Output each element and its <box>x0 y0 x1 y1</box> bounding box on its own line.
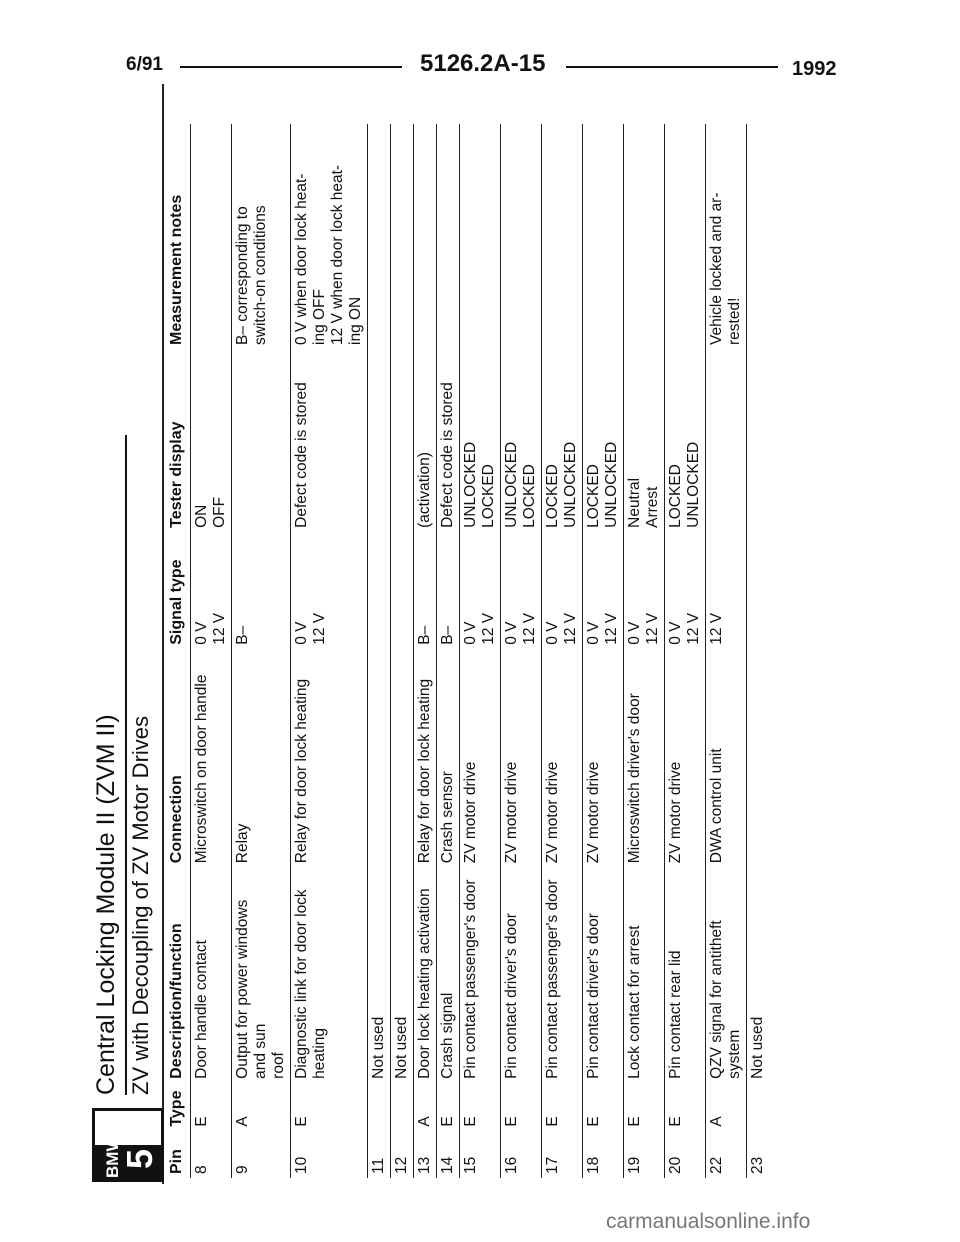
signal-type-cell-line: 12 V <box>562 612 579 645</box>
signal-type-cell-line: 12 V <box>685 612 702 645</box>
type-cell <box>391 1083 414 1131</box>
table-row <box>706 124 747 1178</box>
measurement-notes-cell <box>583 124 624 349</box>
description-cell <box>460 867 501 1083</box>
description-cell <box>414 867 437 1083</box>
signal-type-cell <box>665 532 706 649</box>
measurement-notes-cell <box>414 124 437 349</box>
description-cell <box>232 867 291 1083</box>
header-rule-right <box>566 66 778 68</box>
tester-display-cell-line: Defect code is stored <box>439 382 456 528</box>
watermark: carmanualsonline.info <box>606 1210 811 1233</box>
table-row <box>501 124 542 1178</box>
tester-display-cell-line: OFF <box>211 496 228 528</box>
connection-cell-line: Relay for door lock heating <box>416 678 433 864</box>
tester-display-cell <box>542 349 583 532</box>
tester-display-cell-line: LOCKED <box>480 464 497 528</box>
description-cell <box>747 867 770 1083</box>
title-underline <box>125 435 127 1095</box>
connection-cell-line: ZV motor drive <box>544 761 561 864</box>
tester-display-cell-line: LOCKED <box>521 464 538 528</box>
signal-type-cell-line: B– <box>416 625 433 645</box>
signal-type-cell <box>747 532 770 649</box>
col-header-connection: Connection <box>168 775 185 864</box>
signal-type-cell-line: 12 V <box>311 612 328 645</box>
table-row <box>414 124 437 1178</box>
signal-type-cell-line: 12 V <box>644 612 661 645</box>
description-cell <box>624 867 665 1083</box>
connection-cell-line: ZV motor drive <box>667 761 684 864</box>
signal-type-cell <box>706 532 747 649</box>
description-cell-line: Lock contact for arrest <box>626 925 643 1079</box>
tester-display-cell <box>624 349 665 532</box>
tester-display-cell-line: UNLOCKED <box>685 441 702 528</box>
tester-display-cell-line: UNLOCKED <box>562 441 579 528</box>
col-header-type: Type <box>168 1090 185 1127</box>
connection-cell <box>437 649 460 867</box>
signal-type-cell <box>191 532 232 649</box>
description-cell-line: roof <box>270 1052 287 1079</box>
signal-type-cell-line: 0 V <box>193 621 210 645</box>
col-header-measurement-notes: Measurement notes <box>168 194 185 345</box>
page-date: 6/91 <box>126 54 163 75</box>
description-cell-line: QZV signal for antitheft system <box>708 920 743 1079</box>
connection-cell <box>583 649 624 867</box>
description-cell-line: Pin contact rear lid <box>667 950 684 1079</box>
connection-cell <box>665 649 706 867</box>
measurement-notes-cell-line: B– corresponding to <box>234 206 251 345</box>
pin-cell: 18 <box>583 1131 624 1178</box>
type-cell: A <box>706 1083 747 1131</box>
tester-display-cell-line: UNLOCKED <box>462 441 479 528</box>
connection-cell-line: Relay <box>234 823 251 864</box>
tester-display-cell-line: ON <box>193 504 210 528</box>
pin-cell: 22 <box>706 1131 747 1178</box>
description-cell <box>542 867 583 1083</box>
signal-type-cell-line: B– <box>439 625 456 645</box>
tester-display-cell-line: (activation) <box>416 452 433 528</box>
tester-display-cell-line: LOCKED <box>544 464 561 528</box>
measurement-notes-cell-line: 12 V when door lock heat- <box>329 164 346 345</box>
tester-display-cell <box>191 349 232 532</box>
tester-display-cell <box>414 349 437 532</box>
measurement-notes-cell <box>368 124 391 349</box>
signal-type-cell-line: 12 V <box>480 612 497 645</box>
table-header-row <box>166 124 191 1178</box>
tester-display-cell <box>583 349 624 532</box>
pin-cell: 13 <box>414 1131 437 1178</box>
badge-series: 5 <box>119 1148 160 1169</box>
pin-cell: 14 <box>437 1131 460 1178</box>
connection-cell <box>624 649 665 867</box>
signal-type-cell <box>624 532 665 649</box>
signal-type-cell <box>501 532 542 649</box>
connection-cell <box>368 649 391 867</box>
type-cell: A <box>414 1083 437 1131</box>
signal-type-cell <box>542 532 583 649</box>
measurement-notes-cell <box>391 124 414 349</box>
description-cell <box>391 867 414 1083</box>
connection-cell <box>706 649 747 867</box>
table-row <box>624 124 665 1178</box>
measurement-notes-cell-line: 0 V when door lock heat- <box>293 173 310 345</box>
connection-cell <box>414 649 437 867</box>
signal-type-cell <box>232 532 291 649</box>
table-row <box>747 124 770 1178</box>
pin-table <box>166 124 769 1178</box>
measurement-notes-cell-line: ing OFF <box>311 289 328 345</box>
col-header-description: Description/function <box>168 923 185 1079</box>
connection-cell <box>291 649 368 867</box>
header-rule-left <box>180 66 402 68</box>
pin-cell: 15 <box>460 1131 501 1178</box>
pin-cell: 20 <box>665 1131 706 1178</box>
tester-display-cell <box>665 349 706 532</box>
signal-type-cell <box>437 532 460 649</box>
table-row <box>391 124 414 1178</box>
document-code: 5126.2A-15 <box>420 50 546 77</box>
type-cell: E <box>624 1083 665 1131</box>
signal-type-cell-line: 12 V <box>211 612 228 645</box>
type-cell: E <box>437 1083 460 1131</box>
connection-cell <box>747 649 770 867</box>
col-header-tester-display: Tester display <box>168 421 185 528</box>
measurement-notes-cell <box>624 124 665 349</box>
signal-type-cell-line: 0 V <box>293 621 310 645</box>
pin-cell: 8 <box>191 1131 232 1178</box>
measurement-notes-cell <box>501 124 542 349</box>
type-cell: E <box>542 1083 583 1131</box>
table-body <box>191 124 770 1178</box>
tester-display-cell <box>232 349 291 532</box>
measurement-notes-cell <box>706 124 747 349</box>
tester-display-cell <box>437 349 460 532</box>
signal-type-cell <box>391 532 414 649</box>
pin-cell: 17 <box>542 1131 583 1178</box>
tester-display-cell <box>460 349 501 532</box>
table-row <box>191 124 232 1178</box>
connection-cell-line: Microswitch driver's door <box>626 693 643 864</box>
tester-display-cell-line: LOCKED <box>667 464 684 528</box>
type-cell: E <box>291 1083 368 1131</box>
description-cell-line: Door lock heating activation <box>416 888 433 1079</box>
connection-cell <box>191 649 232 867</box>
measurement-notes-cell <box>437 124 460 349</box>
measurement-notes-cell-line: Vehicle locked and ar- <box>708 192 725 345</box>
description-cell-line: Pin contact driver's door <box>585 913 602 1079</box>
col-header-pin: Pin <box>168 1149 185 1174</box>
signal-type-cell <box>368 532 391 649</box>
bmw-5-series-logo <box>92 1108 164 1182</box>
description-cell <box>501 867 542 1083</box>
measurement-notes-cell <box>542 124 583 349</box>
description-cell <box>583 867 624 1083</box>
pin-cell: 11 <box>368 1131 391 1178</box>
table-row <box>460 124 501 1178</box>
type-cell <box>368 1083 391 1131</box>
pin-cell: 16 <box>501 1131 542 1178</box>
tester-display-cell <box>501 349 542 532</box>
page-subtitle: ZV with Decoupling of ZV Motor Drives <box>128 715 153 1095</box>
table-row <box>583 124 624 1178</box>
connection-cell <box>232 649 291 867</box>
pin-cell: 23 <box>747 1131 770 1178</box>
measurement-notes-cell-line: switch-on conditions <box>252 205 269 345</box>
type-cell: E <box>460 1083 501 1131</box>
measurement-notes-cell-line: ing ON <box>347 296 364 345</box>
description-cell-line: Not used <box>370 1016 387 1079</box>
description-cell-line: Pin contact passenger's door <box>462 879 479 1079</box>
description-cell-line: Pin contact driver's door <box>503 913 520 1079</box>
connection-cell <box>391 649 414 867</box>
measurement-notes-cell <box>460 124 501 349</box>
page-title: Central Locking Module II (ZVM II) <box>92 714 120 1095</box>
pin-cell: 19 <box>624 1131 665 1178</box>
signal-type-cell-line: 12 V <box>603 612 620 645</box>
signal-type-cell-line: 0 V <box>503 621 520 645</box>
measurement-notes-cell <box>665 124 706 349</box>
tester-display-cell <box>368 349 391 532</box>
description-cell <box>368 867 391 1083</box>
description-cell-line: Pin contact passenger's door <box>544 879 561 1079</box>
description-cell-line: Crash signal <box>439 992 456 1079</box>
tester-display-cell <box>391 349 414 532</box>
measurement-notes-cell <box>232 124 291 349</box>
connection-cell-line: ZV motor drive <box>462 761 479 864</box>
table-row <box>437 124 460 1178</box>
table-row <box>232 124 291 1178</box>
rotated-page <box>0 100 766 1200</box>
connection-cell-line: Relay for door lock heating <box>293 678 310 864</box>
description-cell <box>665 867 706 1083</box>
type-cell: E <box>583 1083 624 1131</box>
tester-display-cell-line: UNLOCKED <box>503 441 520 528</box>
description-cell-line: Door handle contact <box>193 940 210 1079</box>
connection-cell-line: ZV motor drive <box>585 761 602 864</box>
signal-type-cell-line: B– <box>234 625 251 645</box>
tester-display-cell-line: Defect code is stored <box>293 382 310 528</box>
signal-type-cell-line: 0 V <box>585 621 602 645</box>
pin-cell: 10 <box>291 1131 368 1178</box>
model-year: 1992 <box>792 58 837 80</box>
tester-display-cell-line: Arrest <box>644 486 661 528</box>
signal-type-cell-line: 12 V <box>708 612 725 645</box>
type-cell <box>747 1083 770 1131</box>
tester-display-cell <box>747 349 770 532</box>
signal-type-cell <box>291 532 368 649</box>
signal-type-cell-line: 12 V <box>521 612 538 645</box>
connection-cell-line: Microswitch on door handle <box>193 674 210 864</box>
description-cell-line: Diagnostic link for door lock heating <box>293 889 328 1079</box>
measurement-notes-cell-line: rested! <box>726 297 743 345</box>
measurement-notes-cell <box>291 124 368 349</box>
description-cell-line: Not used <box>393 1016 410 1079</box>
connection-cell <box>460 649 501 867</box>
table-row <box>291 124 368 1178</box>
measurement-notes-cell <box>747 124 770 349</box>
tester-display-cell-line: LOCKED <box>585 464 602 528</box>
tester-display-cell <box>706 349 747 532</box>
type-cell: E <box>665 1083 706 1131</box>
description-cell <box>706 867 747 1083</box>
signal-type-cell-line: 0 V <box>667 621 684 645</box>
connection-cell <box>501 649 542 867</box>
pin-cell: 12 <box>391 1131 414 1178</box>
table-row <box>368 124 391 1178</box>
connection-cell-line: ZV motor drive <box>503 761 520 864</box>
signal-type-cell-line: 0 V <box>544 621 561 645</box>
pin-cell: 9 <box>232 1131 291 1178</box>
signal-type-cell-line: 0 V <box>626 621 643 645</box>
tester-display-cell-line: Neutral <box>626 477 643 528</box>
connection-cell-line: DWA control unit <box>708 748 725 864</box>
type-cell: E <box>501 1083 542 1131</box>
connection-cell-line: Crash sensor <box>439 771 456 864</box>
connection-cell <box>542 649 583 867</box>
description-cell <box>191 867 232 1083</box>
type-cell: E <box>191 1083 232 1131</box>
table-row <box>542 124 583 1178</box>
signal-type-cell <box>414 532 437 649</box>
type-cell: A <box>232 1083 291 1131</box>
description-cell-line: Not used <box>749 1016 766 1079</box>
measurement-notes-cell <box>191 124 232 349</box>
table-row <box>665 124 706 1178</box>
signal-type-cell <box>460 532 501 649</box>
signal-type-cell-line: 0 V <box>462 621 479 645</box>
badge-brand: BMW <box>103 1135 122 1178</box>
col-header-signal-type: Signal type <box>168 559 185 645</box>
description-cell <box>437 867 460 1083</box>
description-cell-line: Output for power windows and sun <box>234 899 269 1079</box>
tester-display-cell-line: UNLOCKED <box>603 441 620 528</box>
tester-display-cell <box>291 349 368 532</box>
signal-type-cell <box>583 532 624 649</box>
description-cell <box>291 867 368 1083</box>
